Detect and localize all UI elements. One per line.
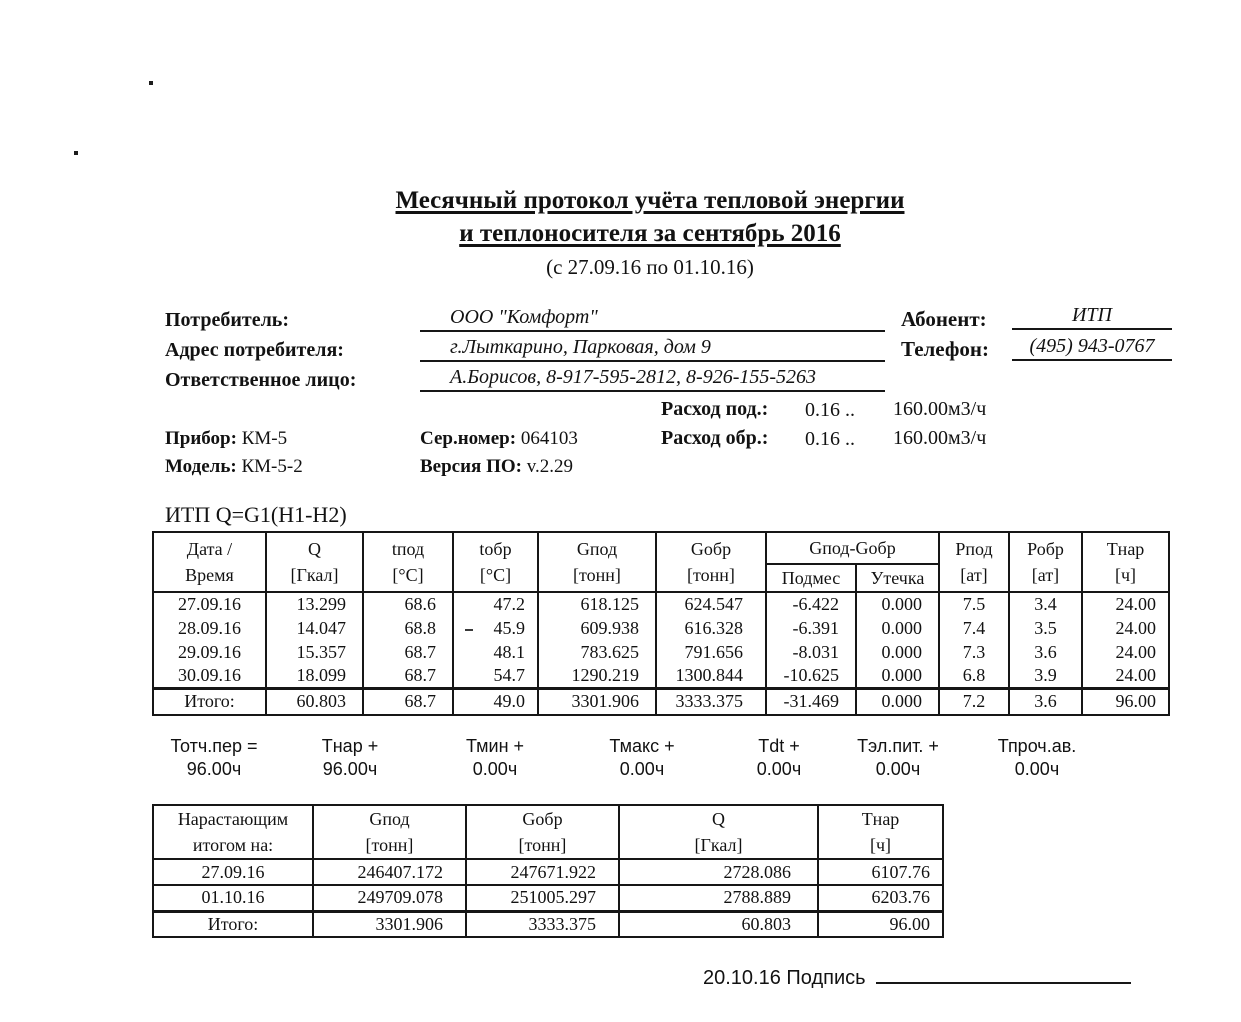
cell-t-run: 24.00 (1082, 616, 1169, 640)
device-version (420, 456, 573, 478)
time-label: Тотч.пер = (170, 736, 258, 756)
consumer-value: ООО "Комфорт" (420, 302, 885, 332)
cell-g-return: 3333.375 (656, 688, 766, 715)
header-leak: Утечка (856, 564, 939, 592)
cell-q: 13.299 (266, 592, 363, 616)
person-label: Ответственное лицо: (165, 369, 357, 391)
document-title (290, 184, 1010, 281)
cell-p-return: 3.6 (1009, 640, 1082, 664)
cell-podmes: -10.625 (766, 664, 856, 688)
flow-return-max: 160.00м3/ч (893, 427, 987, 449)
cell-t-run: 24.00 (1082, 640, 1169, 664)
abonent-label: Абонент: (901, 307, 987, 331)
device-model-label: Модель: (165, 456, 237, 477)
cell-leak: 0.000 (856, 664, 939, 688)
header-g-supply: Gпод [тонн] (313, 805, 466, 859)
device-name-value: КМ-5 (241, 428, 288, 449)
cell-t-return: 49.0 (453, 688, 538, 715)
cell-t-return: 48.1 (453, 640, 538, 664)
cell-t-run: 96.00 (1082, 688, 1169, 715)
signature-label: Подпись (786, 967, 866, 989)
device-name-label: Прибор: (165, 428, 237, 449)
cell-g-supply: 783.625 (538, 640, 656, 664)
time-label: Тмин + (465, 736, 525, 756)
header-t-supply: tпод [°C] (363, 532, 453, 592)
cell-leak: 0.000 (856, 640, 939, 664)
time-item (443, 735, 547, 781)
time-value: 0.00ч (619, 759, 665, 779)
time-label: Тпроч.ав. (997, 736, 1077, 756)
cell-g-return: 1300.844 (656, 664, 766, 688)
cell-p-return: 3.9 (1009, 664, 1082, 688)
time-label: Тнар + (321, 736, 379, 756)
time-value: 0.00ч (1014, 759, 1060, 779)
flow-supply-range: 0.16 .. (805, 399, 855, 421)
header-g-diff-group: Gпод-Gобр (766, 532, 939, 564)
header-g-supply: Gпод [тонн] (538, 532, 656, 592)
signature-line (876, 966, 1131, 984)
abonent-value: ИТП (1012, 300, 1172, 330)
time-item (148, 735, 280, 781)
cell-g-supply: 609.938 (538, 616, 656, 640)
scan-speck (74, 151, 78, 155)
daily-readings-table (152, 531, 1170, 716)
cell-g-supply: 246407.172 (313, 859, 466, 885)
header-p-supply: Рпод [ат] (939, 532, 1009, 592)
title-line-1: Месячный протокол учёта тепловой энергии (395, 187, 905, 214)
cell-t-run: 24.00 (1082, 664, 1169, 688)
cell-total-label: Итого: (153, 911, 313, 937)
cell-t-return: 45.9 (453, 616, 538, 640)
time-value: 0.00ч (756, 759, 802, 779)
cell-q: 2728.086 (619, 859, 818, 885)
flow-supply-max: 160.00м3/ч (893, 398, 987, 420)
device-serial-value: 064103 (520, 428, 578, 449)
header-cumulative: Нарастающим итогом на: (153, 805, 313, 859)
cell-date: 27.09.16 (153, 859, 313, 885)
time-item (731, 735, 827, 781)
cell-q: 60.803 (266, 688, 363, 715)
time-label: Тэл.пит. + (857, 736, 939, 756)
cell-t-run: 6107.76 (818, 859, 943, 885)
cell-q: 15.357 (266, 640, 363, 664)
cell-leak: 0.000 (856, 592, 939, 616)
cell-g-return: 251005.297 (466, 885, 619, 911)
time-value: 96.00ч (186, 759, 242, 779)
time-item (298, 735, 402, 781)
cell-g-return: 3333.375 (466, 911, 619, 937)
footer-date: 20.10.16 (703, 967, 781, 989)
flow-return-label: Расход обр.: (661, 427, 769, 449)
cell-p-supply: 6.8 (939, 664, 1009, 688)
address-value: г.Лыткарино, Парковая, дом 9 (420, 332, 885, 362)
time-item (583, 735, 701, 781)
cell-p-supply: 7.4 (939, 616, 1009, 640)
cell-podmes: -6.391 (766, 616, 856, 640)
cell-p-supply: 7.5 (939, 592, 1009, 616)
header-t-return: tобр [°C] (453, 532, 538, 592)
cell-g-return: 791.656 (656, 640, 766, 664)
phone-value: (495) 943-0767 (1012, 331, 1172, 361)
time-label: Тмакс + (609, 736, 675, 756)
header-q: Q [Гкал] (619, 805, 818, 859)
table-row (153, 616, 1169, 640)
device-serial-label: Сер.номер: (420, 428, 517, 449)
cell-t-supply: 68.7 (363, 664, 453, 688)
cell-t-return: 54.7 (453, 664, 538, 688)
cell-t-run: 6203.76 (818, 885, 943, 911)
cell-date: 28.09.16 (153, 616, 266, 640)
cell-podmes: -6.422 (766, 592, 856, 616)
device-serial (420, 428, 578, 450)
cell-g-supply: 3301.906 (538, 688, 656, 715)
cell-t-supply: 68.6 (363, 592, 453, 616)
cell-date: 27.09.16 (153, 592, 266, 616)
table1-caption: ИТП Q=G1(H1-H2) (165, 502, 347, 527)
cell-t-supply: 68.7 (363, 688, 453, 715)
cell-g-supply: 249709.078 (313, 885, 466, 911)
cell-q: 18.099 (266, 664, 363, 688)
cell-t-return: 47.2 (453, 592, 538, 616)
cell-total-label: Итого: (153, 688, 266, 715)
time-value: 0.00ч (875, 759, 921, 779)
flow-return-range: 0.16 .. (805, 428, 855, 450)
cell-t-run: 24.00 (1082, 592, 1169, 616)
header-t-run: Тнар [ч] (818, 805, 943, 859)
cell-podmes: -31.469 (766, 688, 856, 715)
phone-label: Телефон: (901, 337, 990, 361)
header-p-return: Робр [ат] (1009, 532, 1082, 592)
cell-p-return: 3.4 (1009, 592, 1082, 616)
device-name (165, 428, 287, 450)
table-row (153, 640, 1169, 664)
signature-block (703, 966, 1131, 990)
time-item (836, 735, 960, 781)
device-version-label: Версия ПО: (420, 456, 522, 477)
cell-q: 60.803 (619, 911, 818, 937)
cell-p-supply: 7.3 (939, 640, 1009, 664)
cell-t-supply: 68.8 (363, 616, 453, 640)
table-row (153, 885, 943, 911)
cell-p-return: 3.6 (1009, 688, 1082, 715)
device-version-value: v.2.29 (526, 456, 573, 477)
header-g-return: Gобр [тонн] (656, 532, 766, 592)
scan-speck (465, 629, 473, 631)
cell-date: 30.09.16 (153, 664, 266, 688)
flow-supply-label: Расход под.: (661, 398, 769, 420)
cell-podmes: -8.031 (766, 640, 856, 664)
cell-date: 01.10.16 (153, 885, 313, 911)
cell-t-run: 96.00 (818, 911, 943, 937)
header-q: Q [Гкал] (266, 532, 363, 592)
address-label: Адрес потребителя: (165, 339, 344, 361)
person-value: А.Борисов, 8-917-595-2812, 8-926-155-5263 (420, 362, 885, 392)
table-total-row (153, 688, 1169, 715)
cell-g-return: 247671.922 (466, 859, 619, 885)
header-t-run: Тнар [ч] (1082, 532, 1169, 592)
cell-p-return: 3.5 (1009, 616, 1082, 640)
scan-speck (149, 81, 153, 85)
cell-g-return: 624.547 (656, 592, 766, 616)
time-label: Tdt + (758, 736, 800, 756)
table-row (153, 592, 1169, 616)
cell-q: 2788.889 (619, 885, 818, 911)
cumulative-totals-table (152, 804, 944, 938)
device-model (165, 456, 303, 478)
table-row (153, 859, 943, 885)
cell-date: 29.09.16 (153, 640, 266, 664)
consumer-label: Потребитель: (165, 309, 290, 331)
cell-t-supply: 68.7 (363, 640, 453, 664)
cell-g-supply: 618.125 (538, 592, 656, 616)
cell-g-supply: 3301.906 (313, 911, 466, 937)
cell-leak: 0.000 (856, 688, 939, 715)
cell-g-return: 616.328 (656, 616, 766, 640)
title-period: (с 27.09.16 по 01.10.16) (546, 255, 754, 279)
time-value: 96.00ч (322, 759, 378, 779)
time-value: 0.00ч (472, 759, 518, 779)
cell-g-supply: 1290.219 (538, 664, 656, 688)
device-model-value: КМ-5-2 (241, 456, 303, 477)
header-g-return: Gобр [тонн] (466, 805, 619, 859)
title-line-2: и теплоносителя за сентябрь 2016 (459, 220, 841, 247)
cell-q: 14.047 (266, 616, 363, 640)
cell-leak: 0.000 (856, 616, 939, 640)
header-podmes: Подмес (766, 564, 856, 592)
table-row (153, 664, 1169, 688)
table-total-row (153, 911, 943, 937)
cell-p-supply: 7.2 (939, 688, 1009, 715)
header-date: Дата / Время (153, 532, 266, 592)
time-item (978, 735, 1096, 781)
